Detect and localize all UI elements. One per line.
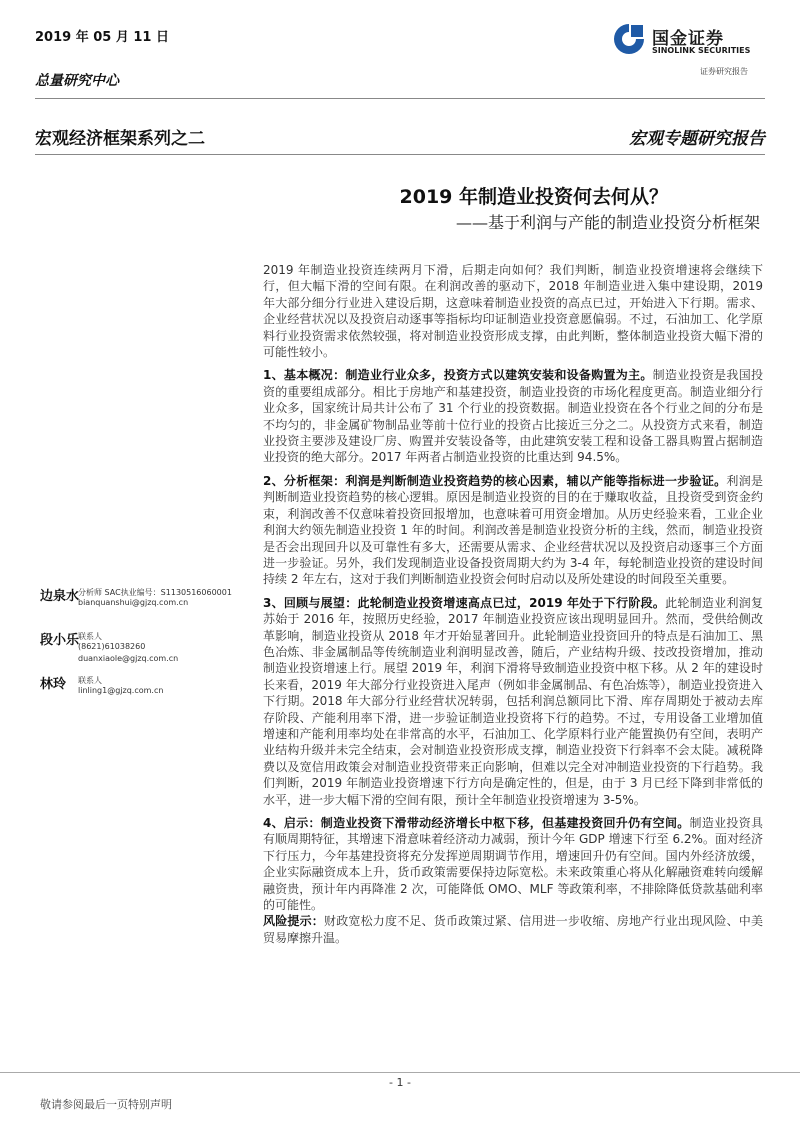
section-4-heading: 4、启示：制造业投资下滑带动经济增长中枢下移，但基建投资回升仍有空间。: [263, 816, 690, 830]
section-2: [263, 473, 763, 588]
page-subtitle: ——基于利润与产能的制造业投资分析框架: [455, 213, 760, 232]
section-2-text: 利润是判断制造业投资趋势的核心逻辑。原因是制造业投资的目的在于赚取收益，且投资受到资金约束，利润改善不仅意味着投资回报增加，也意味着可用资金增加。从历史经验来看，工业企业利润大约领先制造业投资 1 年的时间。利润改善是制造业投资分析的主线，然而，制造业投资是否会出现回升以及可靠性有多大，还需要从需求、企业经营状况以及投资启动逐事三个方面进一步验证。另外，我们发现制造业设备投资周期大约为 3-4 年，每轮制造业投资的建设时间持续 2 年左右，这对于我们判断制造业投资会何时启动以及所处建设的时间段至关重要。: [263, 473, 763, 587]
analyst-name: 林玲: [40, 677, 67, 692]
analyst-email[interactable]: bianquanshui@gjzq.com.cn: [78, 598, 189, 607]
page-title: 2019 年制造业投资何去何从？: [399, 186, 668, 208]
header-divider-top: [35, 98, 765, 99]
disclaimer-note: 敬请参阅最后一页特别声明: [40, 1098, 172, 1111]
section-1: [263, 367, 763, 465]
report-date: 2019 年 05 月 11 日: [35, 30, 169, 45]
logo-subtitle: 证券研究报告: [700, 67, 748, 76]
research-center: 总量研究中心: [35, 73, 119, 89]
analyst-email[interactable]: duanxiaole@gjzq.com.cn: [78, 654, 179, 663]
analyst-panel: [40, 585, 260, 717]
analyst-name: 边泉水: [40, 589, 80, 604]
logo-english-name: SINOLINK SECURITIES: [652, 46, 751, 55]
section-1-text: 制造业投资是我国投资的重要组成部分。相比于房地产和基建投资，制造业投资的市场化程度更高。制造业细分行业众多，国家统计局共计公布了 31 个行业的投资数据。制造业投资在各个行业之间的分布是不均匀的，非金属矿物制品业等前十位行业的投资占比接近三分之二。从投资方式来看，制造业投资主要涉及建设厂房、购置并安装设备等，由此建筑安装工程和设备工器具购置占据制造业投资的绝大部分。2017 年两者占制造业投资的比重达到 94.5%。: [263, 368, 763, 465]
section-1-heading: 1、基本概况：制造业行业众多，投资方式以建筑安装和设备购置为主。: [263, 368, 653, 383]
section-4-text: 制造业投资具有顺周期特征，其增速下滑意味着经济动力减弱，预计今年 GDP 增速下行至 6.2%。面对经济下行压力，今年基建投资将充分发挥逆周期调节作用，增速回升仍有空间。国内外经济放缓，企业实际融资成本上升，货币政策需要保持边际宽松。未来政策重心将从化解融资难转向缓解融资贵，预计年内再降准 2 次，可能降低 OMO、MLF 等政策利率，不排除降低贷款基础利率的可能性。: [263, 816, 763, 913]
analyst-role: 联系人: [78, 632, 102, 641]
risk-heading: 风险提示：: [263, 914, 324, 929]
intro-paragraph: 2019 年制造业投资连续两月下滑，后期走向如何？我们判断，制造业投资增速将会继续下行，但大幅下滑的空间有限。在利润改善的驱动下，2018 年制造业进入集中建设期，2019 年大部分细分行业进入建设后期，这意味着制造业投资的高点已过，开始进入下行期。需求、企业经营状况以及投资启动逐事等指标均印证制造业投资意愿偏弱。不过，石油加工、化学原料行业投资需求依然较强，将对制造业投资形成支撑，由此判断，整体制造业投资大幅下滑的可能性较小。: [263, 263, 763, 360]
section-3: [263, 595, 763, 808]
company-logo: [612, 22, 772, 80]
page-number: - 1 -: [389, 1076, 411, 1089]
report-type: 宏观专题研究报告: [629, 129, 765, 149]
header-divider-bottom: [35, 154, 765, 155]
footer-divider: [0, 1072, 800, 1073]
series-title: 宏观经济框架系列之二: [35, 129, 205, 149]
risk-text: 财政宽松力度不足、货币政策过紧、信用进一步收缩、房地产行业出现风险、中美贸易摩擦升温。: [263, 914, 763, 945]
report-body: [263, 262, 763, 953]
analyst-role: 分析师 SAC执业编号：S1130516060001: [78, 588, 232, 597]
analyst-entry: [40, 673, 260, 717]
sinolink-logo-icon: [612, 22, 646, 56]
analyst-phone: (8621)61038260: [78, 642, 146, 651]
analyst-email[interactable]: linling1@gjzq.com.cn: [78, 686, 164, 695]
section-3-text: 此轮制造业利润复苏始于 2016 年，按照历史经验，2017 年制造业投资应该出现明显回升。然而，受供给侧改革影响，制造业投资从 2018 年才开始显著回升。此轮制造业投资回升的特点是石油加工、黑色冶炼、非金属制品等传统制造业利润明显改善，随后，产业结构升级、技改投资增加，推动制造业投资增速上行。展望 2019 年，利润下滑将导致制造业投资中枢下移。从 2 年的建设时长来看，2019 年大部分行业投资进入尾声（例如非金属制品、有色冶炼等），制造业投资进入下行期。2018 年大部分行业经营状况转弱，包括利润总额同比下滑、库存周期处于被动去库存阶段、产能利用率下滑，进一步验证制造业投资将下行的趋势。不过，专用设备工业增加值增速和产能利用率均处在非常高的水平，石油加工、化学原料行业产能置换仍有空间，表明产业结构升级并未完全结束，会对制造业投资形成支撑，制造业投资下行斜率不会太陡。减税降费以及宽信用政策会对制造业投资带来正向影响，但难以完全对冲制造业投资的下行趋势。我们判断，2019 年制造业投资增速下行方向是确定性的，但是，由于 3 月已经下降到非常低的水平，进一步大幅下滑的空间有限，预计全年制造业投资增速为 3-5%。: [263, 595, 763, 807]
analyst-entry: [40, 629, 260, 673]
section-2-heading: 2、分析框架：利润是判断制造业投资趋势的核心因素，辅以产能等指标进一步验证。: [263, 473, 727, 488]
section-4: [263, 815, 763, 946]
analyst-name: 段小乐: [40, 633, 80, 648]
analyst-entry: [40, 585, 260, 629]
logo-chinese-name: 国金证券: [652, 29, 724, 49]
section-3-heading: 3、回顾与展望：此轮制造业投资增速高点已过，2019 年处于下行阶段。: [263, 595, 666, 610]
analyst-role: 联系人: [78, 676, 102, 685]
